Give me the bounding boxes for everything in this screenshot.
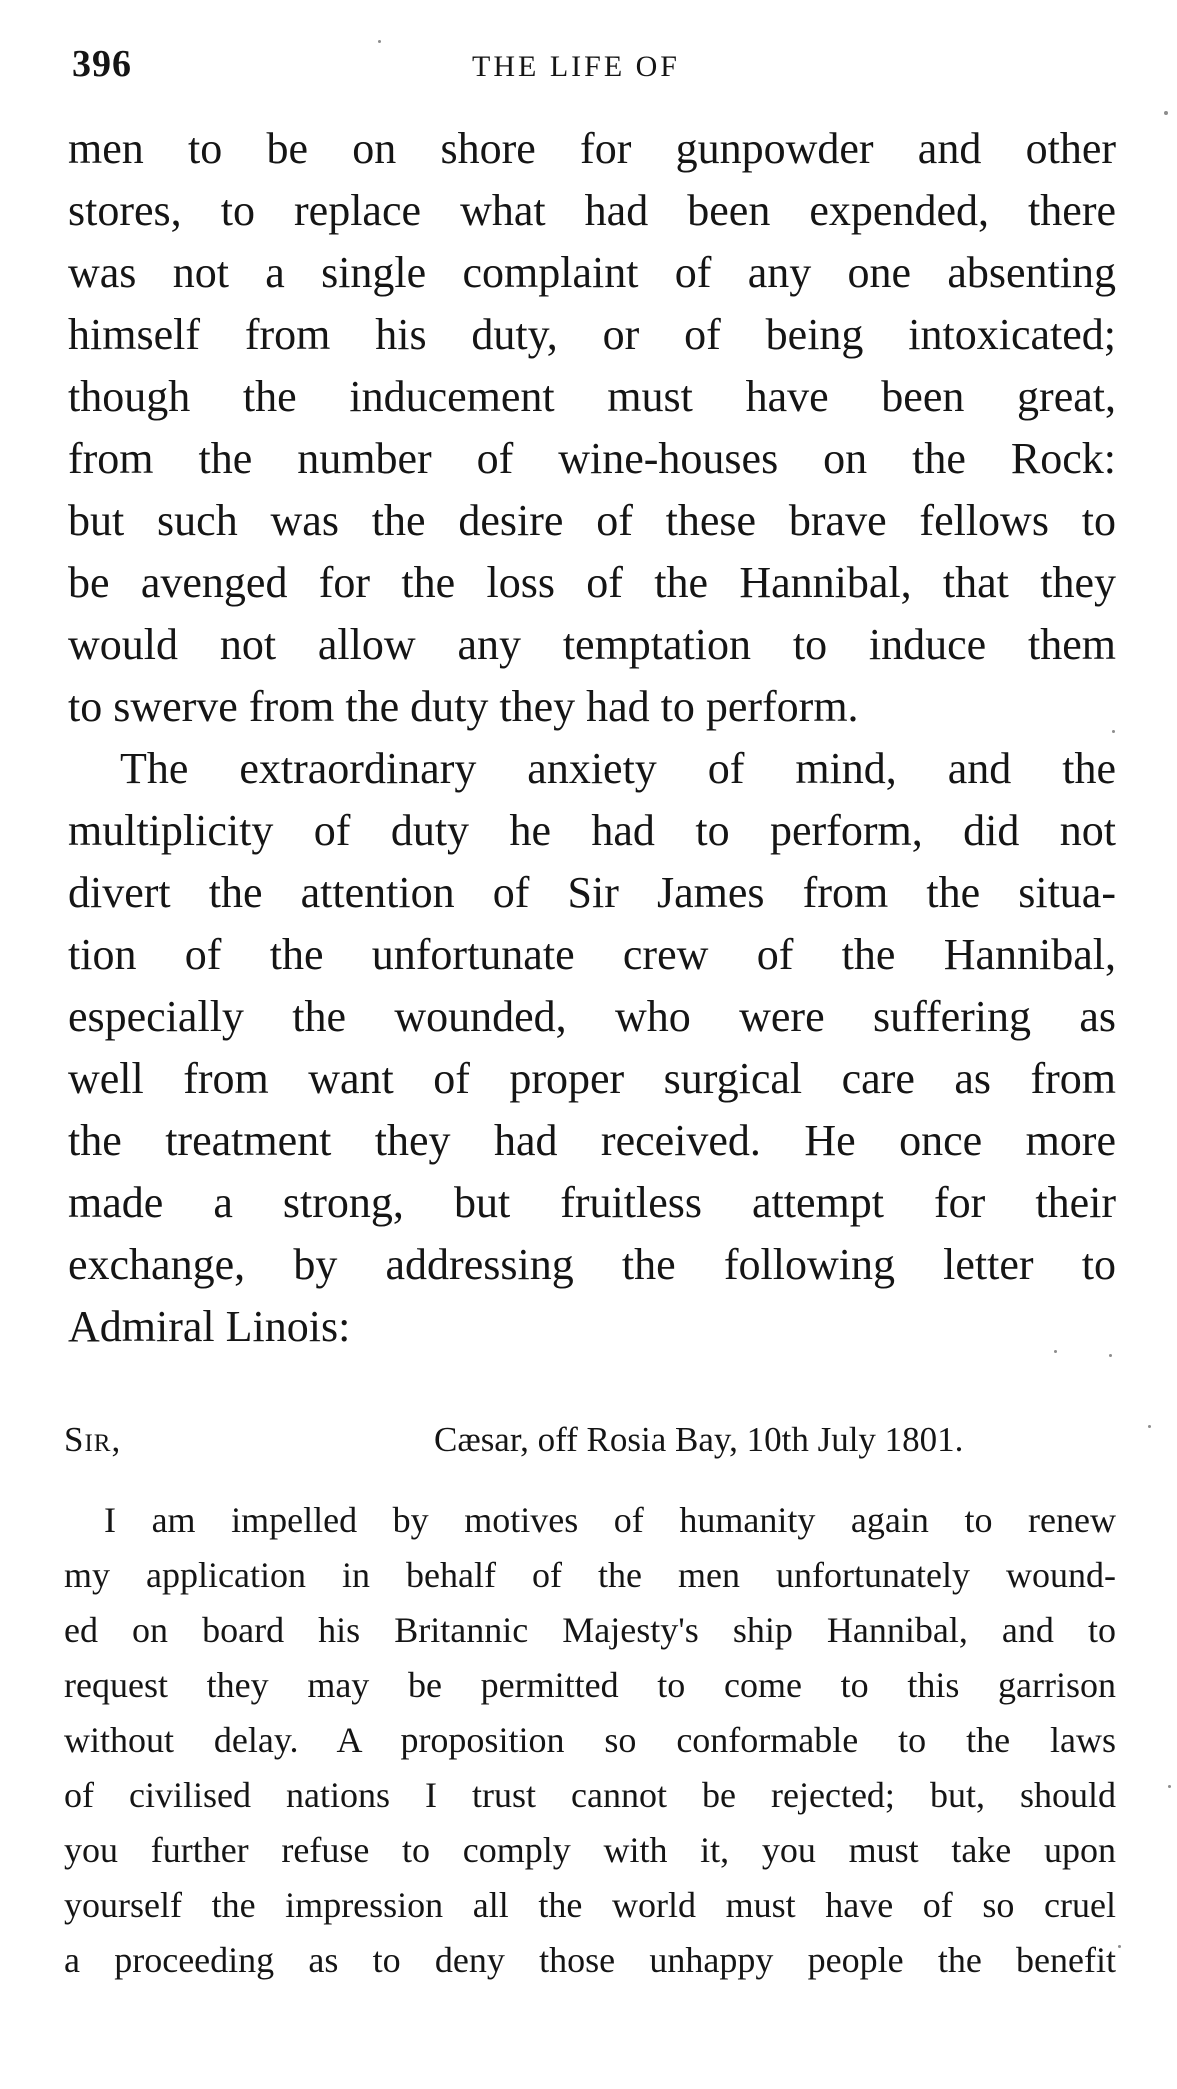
- letter-line: request they may be permitted to come to this garrison: [64, 1665, 1116, 1705]
- letter-heading: [64, 1415, 1084, 1465]
- letter-line: ed on board his Britannic Majesty's ship Hannibal, and to: [64, 1610, 1116, 1650]
- letter-line: of civilised nations I trust cannot be rejected; but, should: [64, 1775, 1116, 1815]
- paper-speck: [1168, 1785, 1171, 1788]
- letter-line: yourself the impression all the world must have of so cruel: [64, 1885, 1116, 1925]
- text-line: from the number of wine-houses on the Rock:: [68, 434, 1116, 483]
- letter-line: you further refuse to comply with it, you must take upon: [64, 1830, 1116, 1870]
- main-text: [68, 118, 1116, 1358]
- letter-line: a proceeding as to deny those unhappy people the benefit: [64, 1940, 1116, 1980]
- paper-speck: [1118, 1945, 1121, 1948]
- letter-body: [64, 1493, 1116, 1988]
- running-head: THE LIFE OF: [472, 50, 680, 83]
- paper-speck: [1112, 730, 1115, 733]
- text-line: men to be on shore for gunpowder and other: [68, 124, 1116, 173]
- text-line: the treatment they had received. He once more: [68, 1116, 1116, 1165]
- paper-speck: [1164, 111, 1168, 115]
- paragraph-2: [68, 738, 1116, 1358]
- text-line: well from want of proper surgical care as from: [68, 1054, 1116, 1103]
- paper-speck: [378, 40, 381, 43]
- letter-line: I am impelled by motives of humanity again to renew: [104, 1500, 1116, 1540]
- text-line: would not allow any temptation to induce them: [68, 620, 1116, 669]
- text-line: to swerve from the duty they had to perform.: [68, 682, 859, 731]
- text-line: exchange, by addressing the following letter to: [68, 1240, 1116, 1289]
- text-line: divert the attention of Sir James from the situa-: [68, 868, 1116, 917]
- text-line: made a strong, but fruitless attempt for their: [68, 1178, 1116, 1227]
- letter-block: [64, 1415, 1116, 1980]
- text-line: especially the wounded, who were suffering as: [68, 992, 1116, 1041]
- text-line: though the inducement must have been great,: [68, 372, 1116, 421]
- letter-line: my application in behalf of the men unfortunately wound-: [64, 1555, 1116, 1595]
- text-line: stores, to replace what had been expended, there: [68, 186, 1116, 235]
- paper-speck: [1054, 1350, 1057, 1353]
- text-line: be avenged for the loss of the Hannibal, that they: [68, 558, 1116, 607]
- page-header: [72, 42, 1112, 102]
- text-line: but such was the desire of these brave fellows to: [68, 496, 1116, 545]
- letter-salutation: Sir,: [64, 1420, 122, 1459]
- text-line: Admiral Linois:: [68, 1302, 351, 1351]
- letter-line: without delay. A proposition so conformable to the laws: [64, 1720, 1116, 1760]
- text-line: multiplicity of duty he had to perform, did not: [68, 806, 1116, 855]
- text-line: was not a single complaint of any one absenting: [68, 248, 1116, 297]
- paragraph-1: [68, 118, 1116, 738]
- text-line: himself from his duty, or of being intoxicated;: [68, 310, 1116, 359]
- text-line: The extraordinary anxiety of mind, and the: [120, 744, 1116, 793]
- page-number: 396: [72, 43, 132, 85]
- paper-speck: [1148, 1425, 1151, 1428]
- paper-speck: [1109, 1354, 1112, 1357]
- text-line: tion of the unfortunate crew of the Hannibal,: [68, 930, 1116, 979]
- letter-dateline: Cæsar, off Rosia Bay, 10th July 1801.: [434, 1420, 964, 1459]
